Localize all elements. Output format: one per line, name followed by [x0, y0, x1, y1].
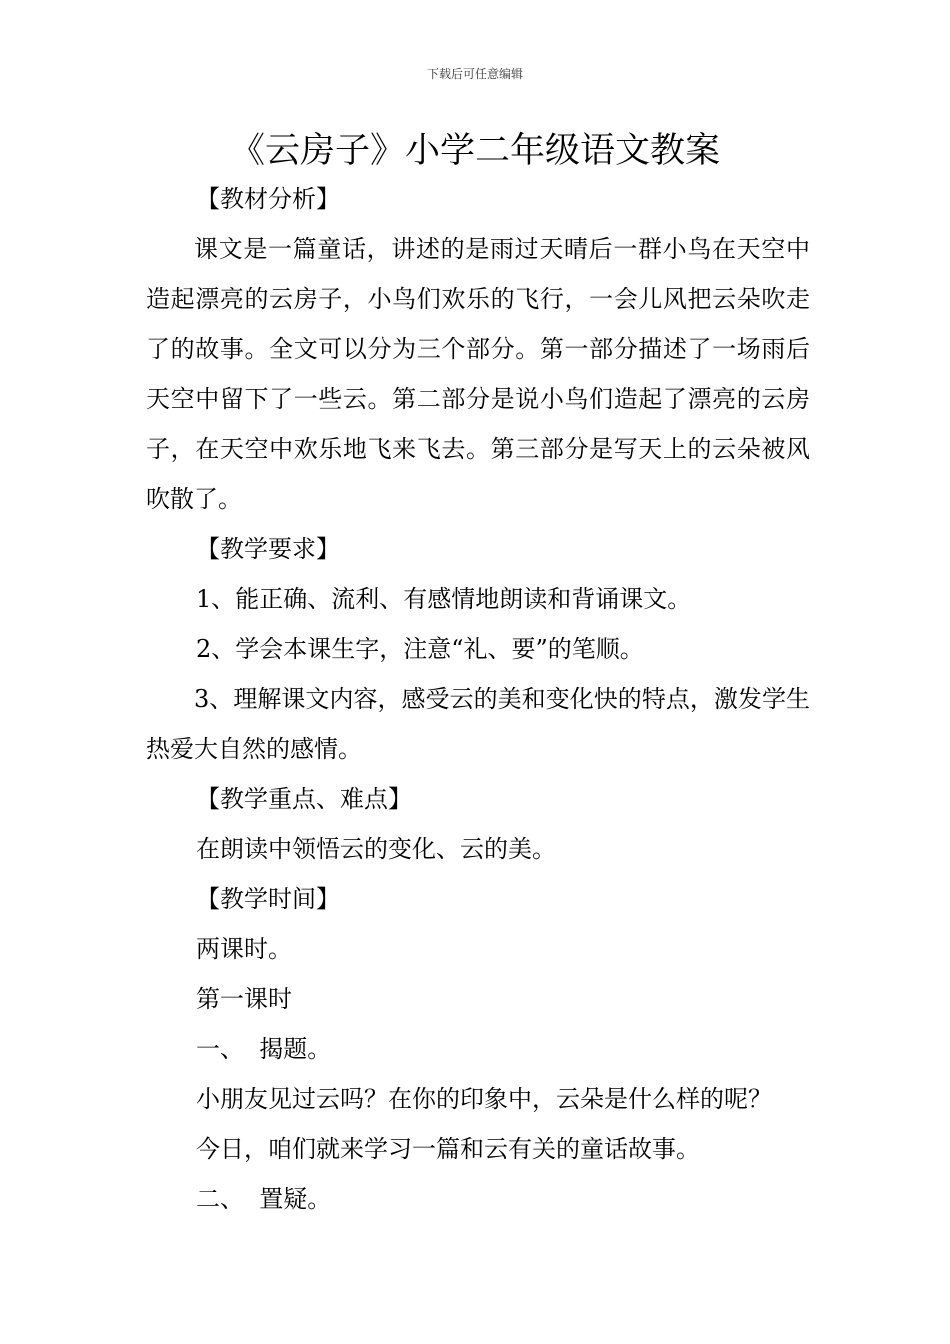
requirement-item-1: 1、能正确、流利、有感情地朗读和背诵课文。 [196, 585, 692, 613]
step-1-heading: 一、 揭题。 [196, 1035, 332, 1063]
step-2-heading: 二、 置疑。 [196, 1185, 332, 1213]
step-1-intro: 今日，咱们就来学习一篇和云有关的童话故事。 [196, 1135, 700, 1163]
page-header-note: 下载后可任意编辑 [426, 67, 523, 81]
requirement-item-2: 2、学会本课生字，注意“礼、要”的笔顺。 [196, 635, 644, 663]
document-title: 《云房子》小学二年级语文教案 [229, 131, 720, 171]
section-heading-time: 【教学时间】 [196, 885, 340, 913]
lesson-one-heading: 第一课时 [196, 985, 292, 1013]
analysis-paragraph: 课文是一篇童话，讲述的是雨过天晴后一群小鸟在天空中造起漂亮的云房子，小鸟们欢乐的飞行，一会儿风把云朵吹走了的故事。全文可以分为三个部分。第一部分描述了一场雨后天空中留下了一些云。第二部分是说小鸟们造起了漂亮的云房子，在天空中欢乐地飞来飞去。第三部分是写天上的云朵被风吹散了。 [146, 235, 810, 513]
section-heading-requirements: 【教学要求】 [196, 535, 340, 563]
document-body [146, 174, 810, 1224]
time-text: 两课时。 [196, 935, 292, 963]
section-heading-analysis: 【教材分析】 [196, 185, 340, 213]
requirement-item-3: 3、理解课文内容，感受云的美和变化快的特点，激发学生热爱大自然的感情。 [146, 685, 810, 763]
step-1-question: 小朋友见过云吗？在你的印象中，云朵是什么样的呢？ [196, 1085, 772, 1113]
section-heading-focus: 【教学重点、难点】 [196, 785, 412, 813]
focus-text: 在朗读中领悟云的变化、云的美。 [196, 835, 556, 863]
